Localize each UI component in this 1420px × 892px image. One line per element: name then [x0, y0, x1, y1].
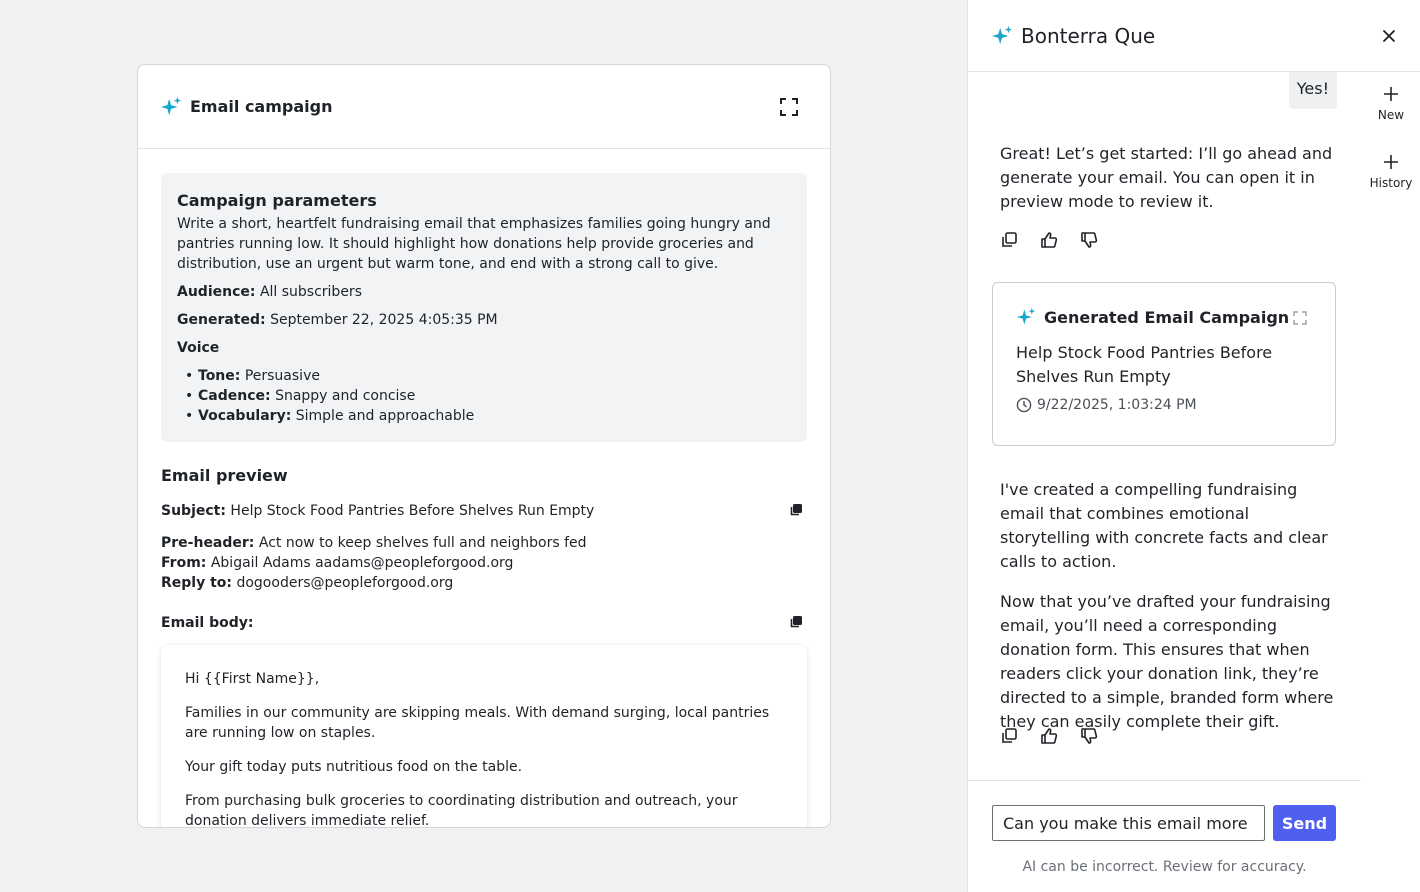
thumbs-up-icon[interactable] [1040, 231, 1058, 249]
generated-card-title [1016, 307, 1312, 327]
plus-icon [1383, 86, 1399, 102]
subject-label: Subject: [161, 503, 226, 519]
email-body-preview[interactable] [161, 645, 807, 827]
from-row [161, 553, 807, 573]
voice-tone [185, 366, 791, 386]
campaign-card-header [138, 65, 830, 149]
chat-composer [968, 780, 1361, 892]
copy-subject-icon[interactable] [789, 503, 803, 517]
campaign-card-body [138, 149, 830, 827]
close-icon[interactable] [1380, 27, 1398, 45]
sparkle-icon [1016, 307, 1036, 327]
thumbs-down-icon[interactable] [1080, 231, 1098, 249]
audience-value: All subscribers [259, 284, 362, 300]
generated-card-timestamp [1016, 397, 1312, 413]
chat-messages[interactable] [968, 72, 1361, 780]
voice-vocabulary-value: Simple and approachable [295, 408, 475, 424]
copy-icon[interactable] [1000, 727, 1018, 745]
voice-heading: Voice [177, 340, 220, 356]
new-chat-label: New [1377, 108, 1405, 122]
voice-vocabulary [185, 406, 791, 426]
generated-card-subject: Help Stock Food Pantries Before Shelves Run Empty [1016, 343, 1273, 386]
email-campaign-card [137, 64, 831, 828]
email-preview-heading: Email preview [161, 466, 288, 485]
generated-card-title-text: Generated Email Campaign [1044, 307, 1290, 327]
generated-line [177, 310, 791, 330]
preheader-value: Act now to keep shelves full and neighbors fed [258, 535, 587, 551]
voice-cadence [185, 386, 791, 406]
expand-icon[interactable] [778, 96, 800, 118]
assistant-title: Bonterra Que [1021, 23, 1156, 48]
voice-list [177, 366, 791, 426]
clock-icon [1016, 397, 1032, 413]
expand-icon[interactable] [1293, 311, 1307, 325]
from-value: Abigail Adams aadams@peopleforgood.org [210, 555, 514, 571]
voice-cadence-label: Cadence: [198, 388, 271, 404]
user-message: Yes! [1289, 72, 1337, 109]
copy-body-icon[interactable] [789, 615, 803, 629]
thumbs-down-icon[interactable] [1080, 727, 1098, 745]
ai-message [1000, 142, 1340, 230]
plus-icon [1383, 154, 1399, 170]
copy-icon[interactable] [1000, 231, 1018, 249]
new-chat-button[interactable] [1361, 86, 1420, 122]
history-label: History [1369, 176, 1413, 190]
preheader-label: Pre-header: [161, 535, 255, 551]
voice-vocabulary-label: Vocabulary: [198, 408, 292, 424]
ai-message [1000, 478, 1340, 750]
audience-line [177, 282, 791, 302]
subject-row [161, 501, 807, 521]
generated-label: Generated: [177, 312, 266, 328]
message-feedback [1000, 231, 1098, 249]
generated-email-card[interactable] [992, 282, 1336, 446]
replyto-value: dogooders@peopleforgood.org [236, 575, 454, 591]
email-body-row [161, 613, 807, 633]
from-label: From: [161, 555, 207, 571]
campaign-parameters [161, 173, 807, 442]
ai-disclaimer: AI can be incorrect. Review for accuracy. [1022, 859, 1307, 875]
campaign-title: Email campaign [190, 97, 333, 116]
history-button[interactable] [1361, 154, 1420, 190]
message-feedback [1000, 727, 1098, 745]
email-body-paragraph: From purchasing bulk groceries to coordinating distribution and outreach, your donation delivers immediate relief. [185, 793, 738, 827]
voice-tone-label: Tone: [198, 368, 241, 384]
preheader-row [161, 533, 807, 553]
thumbs-up-icon[interactable] [1040, 727, 1058, 745]
chat-input[interactable] [992, 805, 1265, 841]
replyto-row [161, 573, 807, 593]
ai-message-text: Now that you’ve drafted your fundraising email, you’ll need a corresponding donation form. This ensures that when readers click your donation link, they’re directed to a simple, branded form where they can easily complete their gift. [1000, 592, 1334, 731]
assistant-side-rail [1361, 72, 1420, 892]
assistant-panel [967, 0, 1420, 892]
email-body-paragraph: Families in our community are skipping meals. With demand surging, local pantries are running low on staples. [185, 705, 770, 741]
audience-label: Audience: [177, 284, 256, 300]
voice-tone-value: Persuasive [244, 368, 320, 384]
params-description: Write a short, heartfelt fundraising email that emphasizes families going hungry and pantries running low. It should highlight how donations help provide groceries and distribution, use an urgent but warm tone, and end with a strong call to give. [177, 216, 771, 272]
email-body-label: Email body: [161, 615, 254, 631]
replyto-label: Reply to: [161, 575, 233, 591]
send-button[interactable]: Send [1273, 805, 1336, 841]
sparkle-icon [991, 25, 1013, 47]
generated-value: September 22, 2025 4:05:35 PM [270, 312, 498, 328]
params-heading: Campaign parameters [177, 191, 377, 210]
assistant-header [968, 0, 1420, 72]
generated-card-time-text: 9/22/2025, 1:03:24 PM [1037, 397, 1197, 413]
sparkle-icon [160, 96, 182, 118]
ai-message-text: I've created a compelling fundraising email that combines emotional storytelling with concrete facts and clear calls to action. [1000, 480, 1328, 571]
voice-cadence-value: Snappy and concise [275, 388, 416, 404]
email-body-paragraph: Your gift today puts nutritious food on the table. [185, 759, 523, 775]
email-body-paragraph: Hi {{First Name}}, [185, 671, 320, 687]
ai-message-text: Great! Let’s get started: I’ll go ahead and generate your email. You can open it in preview mode to review it. [1000, 144, 1333, 211]
subject-value: Help Stock Food Pantries Before Shelves Run Empty [230, 503, 595, 519]
